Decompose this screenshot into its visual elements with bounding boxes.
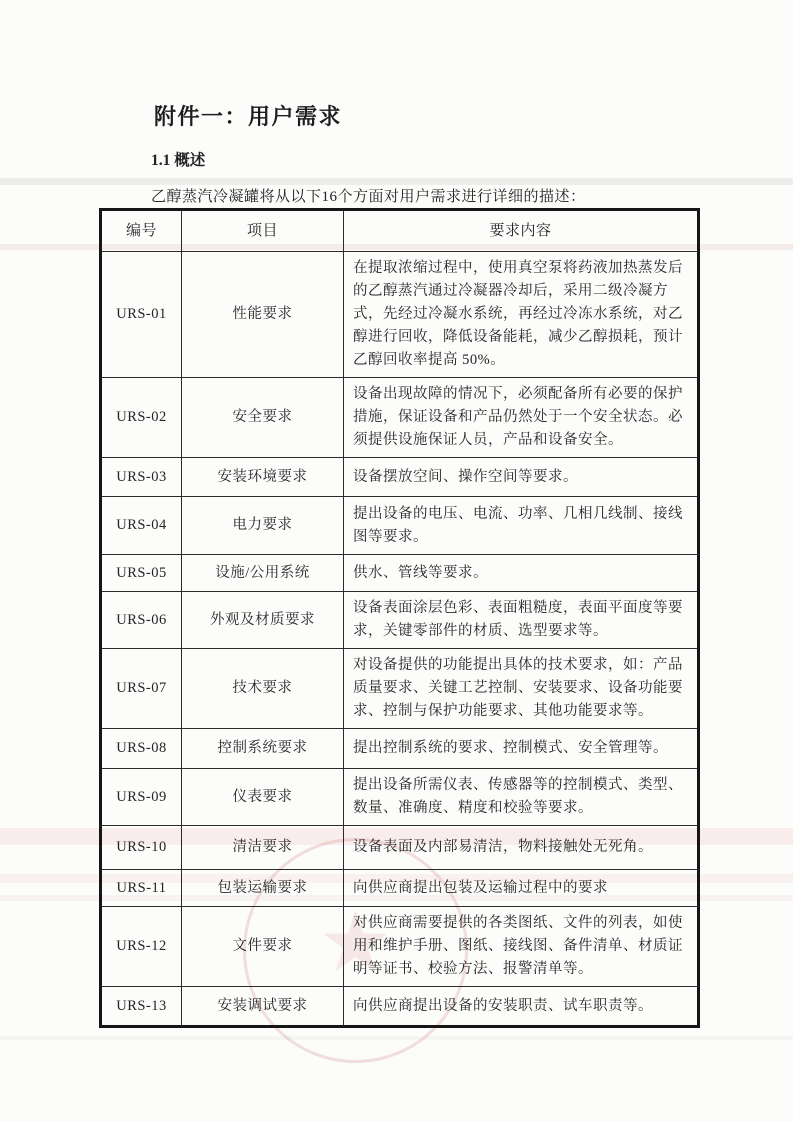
page-title: 附件一：用户需求: [154, 104, 343, 129]
table-row: [101, 252, 699, 378]
urs-item: 安装环境要求: [182, 458, 344, 497]
urs-id: URS-05: [101, 555, 182, 592]
table-header-row: [101, 210, 699, 252]
table-row: [101, 458, 699, 497]
table-row: [101, 729, 699, 769]
table-row: [101, 378, 699, 458]
urs-id: URS-12: [101, 907, 182, 987]
urs-content: 设备表面涂层色彩、表面粗糙度，表面平面度等要求，关键零部件的材质、选型要求等。: [344, 592, 699, 649]
urs-content: 提出设备所需仪表、传感器等的控制模式、类型、数量、准确度、精度和校验等要求。: [344, 769, 699, 826]
stamp-star-icon: ★: [317, 893, 394, 991]
column-header-id: 编号: [101, 210, 182, 252]
urs-item: 清洁要求: [182, 826, 344, 870]
urs-id: URS-11: [101, 870, 182, 907]
urs-item: 技术要求: [182, 649, 344, 729]
urs-content: 对供应商需要提供的各类图纸、文件的列表，如使用和维护手册、图纸、接线图、备件清单、材质证明等证书、校验方法、报警清单等。: [344, 907, 699, 987]
table-row: [101, 826, 699, 870]
urs-content: 设备出现故障的情况下，必须配备所有必要的保护措施，保证设备和产品仍然处于一个安全状态。必须提供设施保证人员，产品和设备安全。: [344, 378, 699, 458]
urs-content: 向供应商提出包装及运输过程中的要求: [344, 870, 699, 907]
urs-id: URS-09: [101, 769, 182, 826]
urs-id: URS-01: [101, 252, 182, 378]
column-header-item: 项目: [182, 210, 344, 252]
scan-artifact-band: [0, 178, 793, 185]
urs-id: URS-08: [101, 729, 182, 769]
column-header-content: 要求内容: [344, 210, 699, 252]
urs-id: URS-04: [101, 497, 182, 555]
urs-content: 提出控制系统的要求、控制模式、安全管理等。: [344, 729, 699, 769]
urs-item: 文件要求: [182, 907, 344, 987]
urs-id: URS-10: [101, 826, 182, 870]
requirements-table: [99, 208, 700, 1028]
urs-item: 控制系统要求: [182, 729, 344, 769]
urs-content: 设备摆放空间、操作空间等要求。: [344, 458, 699, 497]
urs-item: 电力要求: [182, 497, 344, 555]
table-row: [101, 769, 699, 826]
urs-item: 安装调试要求: [182, 987, 344, 1027]
urs-item: 性能要求: [182, 252, 344, 378]
urs-content: 对设备提供的功能提出具体的技术要求，如：产品质量要求、关键工艺控制、安装要求、设备功能要求、控制与保护功能要求、其他功能要求等。: [344, 649, 699, 729]
urs-id: URS-07: [101, 649, 182, 729]
table-row: [101, 870, 699, 907]
urs-content: 向供应商提出设备的安装职责、试车职责等。: [344, 987, 699, 1027]
urs-id: URS-13: [101, 987, 182, 1027]
table-row: [101, 592, 699, 649]
section-heading: 1.1 概述: [151, 152, 206, 169]
table-row: [101, 555, 699, 592]
urs-item: 设施/公用系统: [182, 555, 344, 592]
urs-item: 安全要求: [182, 378, 344, 458]
urs-item: 包装运输要求: [182, 870, 344, 907]
urs-item: 外观及材质要求: [182, 592, 344, 649]
urs-content: 设备表面及内部易清洁，物料接触处无死角。: [344, 826, 699, 870]
intro-paragraph: 乙醇蒸汽冷凝罐将从以下16个方面对用户需求进行详细的描述：: [151, 189, 586, 205]
urs-content: 在提取浓缩过程中，使用真空泵将药液加热蒸发后的乙醇蒸汽通过冷凝器冷却后，采用二级冷凝方式，先经过冷凝水系统，再经过冷冻水系统，对乙醇进行回收，降低设备能耗，减少乙醇损耗，预计乙醇回收率提高 50%。: [344, 252, 699, 378]
urs-id: URS-03: [101, 458, 182, 497]
urs-id: URS-02: [101, 378, 182, 458]
table-row: [101, 907, 699, 987]
urs-item: 仪表要求: [182, 769, 344, 826]
urs-content: 提出设备的电压、电流、功率、几相几线制、接线图等要求。: [344, 497, 699, 555]
table-row: [101, 497, 699, 555]
scan-artifact-band: [0, 1036, 793, 1040]
urs-id: URS-06: [101, 592, 182, 649]
table-row: [101, 649, 699, 729]
table-row: [101, 987, 699, 1027]
urs-content: 供水、管线等要求。: [344, 555, 699, 592]
